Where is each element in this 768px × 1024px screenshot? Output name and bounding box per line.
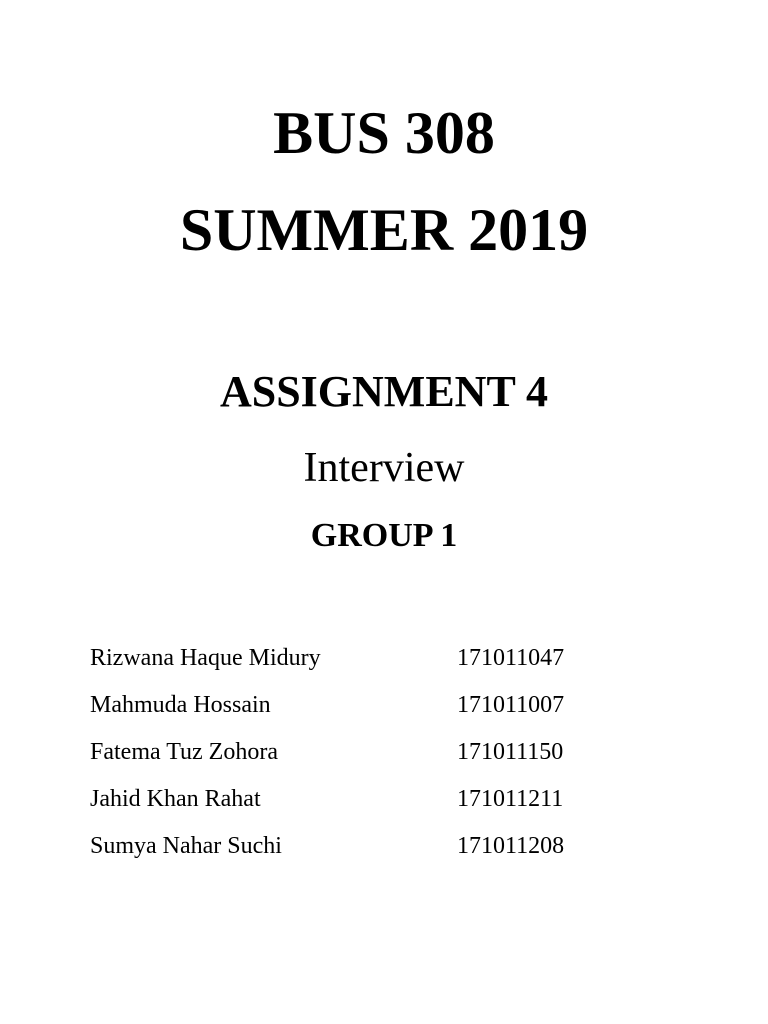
member-row bbox=[90, 830, 690, 877]
member-name: Jahid Khan Rahat bbox=[90, 786, 261, 812]
member-id: 171011007 bbox=[457, 692, 565, 718]
member-name: Fatema Tuz Zohora bbox=[90, 739, 278, 765]
member-row bbox=[90, 736, 690, 783]
member-id: 171011047 bbox=[457, 645, 565, 671]
member-id: 171011208 bbox=[457, 833, 565, 859]
term-heading: SUMMER 2019 bbox=[179, 197, 589, 263]
member-name: Rizwana Haque Midury bbox=[90, 645, 321, 671]
member-row bbox=[90, 783, 690, 830]
group-heading: GROUP 1 bbox=[310, 517, 458, 554]
member-list bbox=[90, 642, 690, 877]
member-name: Mahmuda Hossain bbox=[90, 692, 271, 718]
member-row bbox=[90, 642, 690, 689]
course-code-heading: BUS 308 bbox=[273, 100, 495, 166]
member-name: Sumya Nahar Suchi bbox=[90, 833, 282, 859]
member-id: 171011211 bbox=[457, 786, 564, 812]
assignment-subtitle: Interview bbox=[303, 445, 465, 491]
assignment-heading: ASSIGNMENT 4 bbox=[219, 367, 549, 416]
member-row bbox=[90, 689, 690, 736]
member-id: 171011150 bbox=[457, 739, 564, 765]
